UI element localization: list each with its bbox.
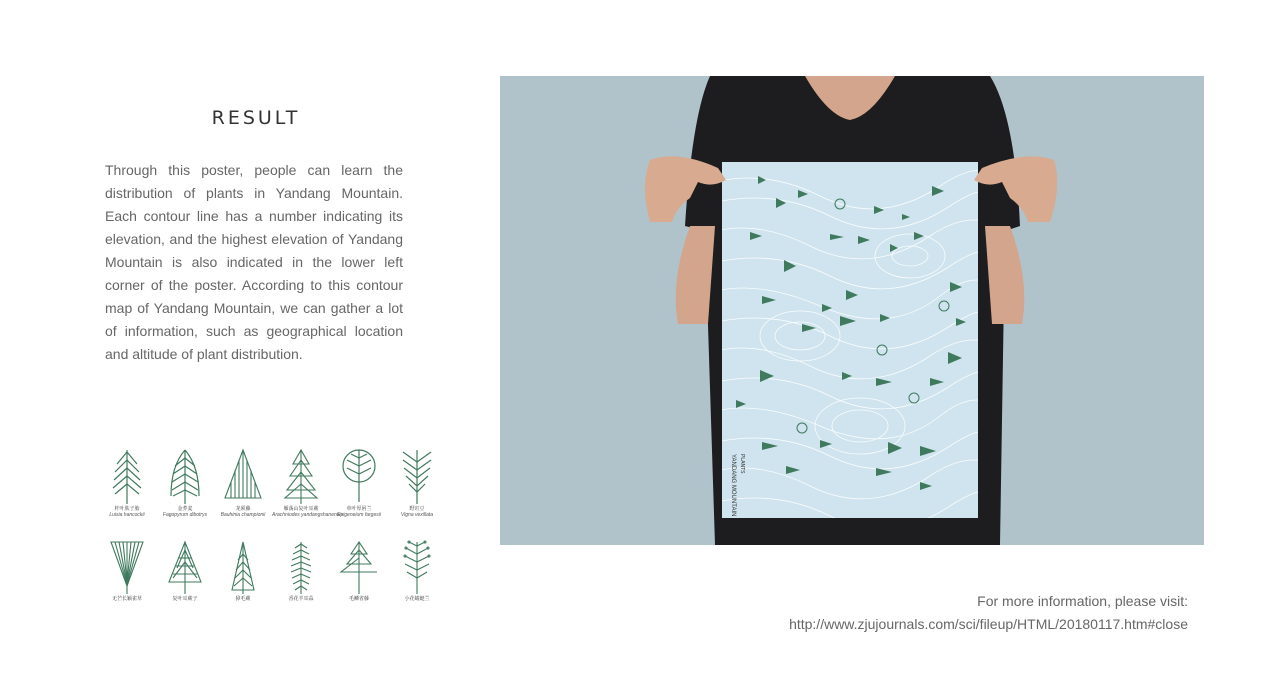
legend-latin: Epigeneium fargesii	[337, 512, 381, 518]
tree-icon-layered	[281, 446, 321, 506]
poster-title: YANDANG MOUNTAIN	[730, 454, 736, 517]
legend-item	[272, 538, 330, 602]
legend-cn: 野豇豆	[409, 506, 425, 512]
legend-cn: 单叶厚唇兰	[346, 506, 372, 512]
tree-icon-feather	[165, 446, 205, 506]
tree-icon-branched	[107, 446, 147, 506]
legend-cn: 雁荡山复叶耳蕨	[283, 506, 319, 512]
legend-item	[156, 538, 214, 602]
legend-cn: 无芒长颖雀草	[111, 596, 142, 602]
legend-item	[330, 538, 388, 602]
tree-icon-slim	[223, 538, 263, 596]
legend-item	[214, 538, 272, 602]
tree-icon-inverted	[107, 538, 147, 596]
poster-photo	[500, 76, 1204, 545]
tree-icon-striped-cone	[221, 446, 265, 506]
legend-item	[214, 446, 272, 518]
legend-cn: 杆叶肤子胎	[114, 506, 140, 512]
tree-icon-tiered	[337, 538, 381, 596]
legend-cn: 香花羊耳蒜	[288, 596, 314, 602]
person-holding-poster-illustration	[500, 76, 1204, 545]
description-text: Through this poster, people can learn the distribution of plants in Yandang Mountain. Each contour line has a number indicating its elevation, and the highest elevation of Yandang Mountain is also indicated in the lower left corner of the poster. According to this contour map of Yandang Mountain, we can gather a lot of information, such as geographical location and altitude of plant distribution.	[105, 162, 403, 362]
section-title: RESULT	[211, 107, 301, 129]
legend-item	[330, 446, 388, 518]
footer-url-link[interactable]: http://www.zjujournals.com/sci/fileup/HTML/20180117.htm#close	[789, 616, 1188, 632]
tree-icon-lattice	[165, 538, 205, 596]
tree-icon-chevron	[397, 446, 437, 506]
legend-item	[272, 446, 343, 518]
legend-cn: 复叶耳蕨子	[172, 596, 198, 602]
legend-cn: 金荞麦	[177, 506, 193, 512]
legend-latin: Luisia hancockii	[109, 512, 145, 518]
legend-cn: 獐毛蕨	[235, 596, 251, 602]
legend-item	[156, 446, 214, 518]
legend-latin: Fagopyrum dibotrys	[162, 512, 208, 518]
legend-latin: Bauhinia championii	[220, 512, 266, 518]
plant-legend	[98, 446, 443, 606]
tree-icon-fern	[281, 538, 321, 596]
legend-latin: Arachniodes yandangshanensis	[272, 512, 343, 518]
legend-latin: Vigna vexillata	[400, 512, 434, 518]
footer-line: For more information, please visit:	[977, 593, 1188, 609]
legend-item	[388, 446, 446, 518]
legend-item	[388, 538, 446, 602]
legend-item	[98, 538, 156, 602]
legend-cn: 小花蜻蜓兰	[404, 596, 430, 602]
tree-icon-sprig	[397, 538, 437, 596]
legend-cn: 龙须藤	[235, 506, 251, 512]
footer-info	[789, 590, 1188, 636]
poster-subtitle: PLANTS	[739, 454, 745, 474]
tree-icon-round	[339, 446, 379, 506]
legend-cn: 毛鳞省藤	[348, 596, 369, 602]
legend-item	[98, 446, 156, 518]
